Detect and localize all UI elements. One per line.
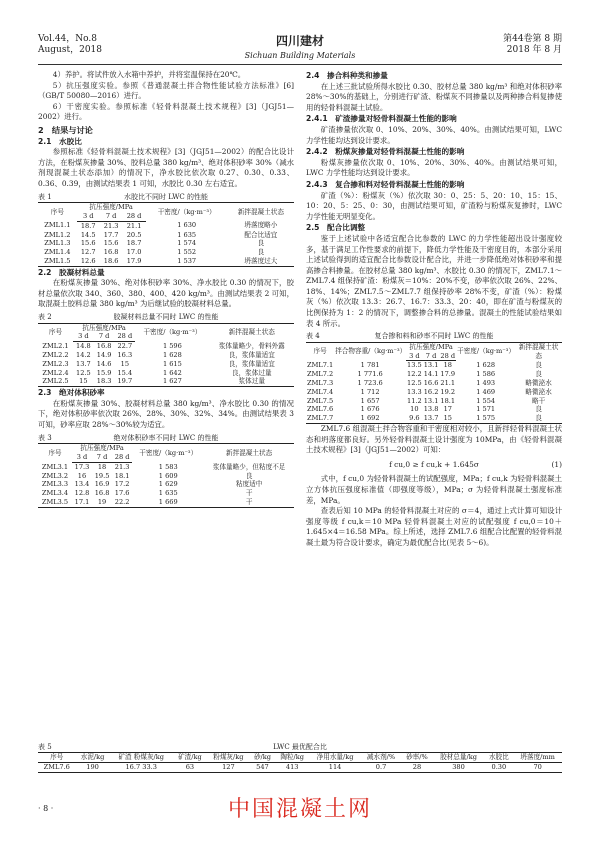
table-row — [38, 257, 294, 266]
table-cell: 0.7 — [361, 762, 401, 772]
paragraph: ZML7.6 组混凝土拌合物容重和干密度相对较小，且新拌轻骨料混凝土状态和坍落度都良好。另外轻骨料混凝土设计强度为 10MPa，由《轻骨料混凝土技术规程》[3]（JGJ51—2002）可知： — [306, 424, 562, 455]
table-cell: 坍落度过大 — [228, 257, 294, 266]
table-cell: 63 — [173, 762, 207, 772]
table-header-cell: 粉煤灰/kg — [207, 753, 250, 763]
table-cell: 15.4 — [117, 368, 133, 377]
date-cn-label: 2018 年 8 月 — [506, 45, 562, 55]
table-cell: 良 — [257, 248, 265, 257]
table-cell: 17.6 — [114, 489, 130, 498]
table-cell: 18.1 — [114, 471, 130, 480]
paragraph: 式中，f cu,0 为轻骨料混凝土的试配强度，MPa；f cu,k 为轻骨料混凝土立方体抗压强度标准值（即强度等级），MPa；σ 为轻骨料混凝土强度标准差，MPa。 — [306, 474, 562, 505]
table-5-block — [38, 740, 562, 773]
table-cell: 114 — [309, 762, 361, 772]
paragraph: 6）干密度实验。参照标准《轻骨料混凝土技术规程》[3]（JGJ51—2002）进行。 — [38, 101, 294, 122]
table-caption: 表 3 绝对体积砂率不同时 LWC 的性能 — [38, 433, 219, 442]
table-cell: ZML3.3 — [41, 480, 69, 489]
table-cell: 1 596 — [162, 342, 182, 351]
table-cell: 15.9 — [96, 368, 112, 377]
table-row — [38, 480, 294, 489]
table-cell: 1 781 — [360, 361, 380, 370]
table-cell: ZML7.6 — [38, 762, 76, 772]
paragraph: 5）抗压强度实验。参照《普通混凝土拌合物性能试验方法标准》[6]（GB/T 50080—2016）进行。 — [38, 80, 294, 101]
table-cell: 10 — [410, 405, 419, 414]
table-cell: ZML2.2 — [42, 351, 69, 360]
table-cell: 1 537 — [146, 257, 228, 266]
table-cell: 15 — [73, 377, 94, 386]
table-cell: 1 771.6 — [357, 370, 383, 379]
table-cell: 略干 — [532, 396, 546, 405]
table-row — [38, 360, 294, 369]
table-cell: 15.6 — [103, 239, 119, 248]
table-cell: 19 — [92, 498, 112, 507]
table-row — [306, 414, 562, 423]
table-cell: ZML1.2 — [44, 230, 71, 239]
table-cell: 良 — [535, 370, 542, 379]
table-cell: 1 583 — [158, 462, 178, 471]
table-caption: 表 2 胶凝材料总量不同时 LWC 的性能 — [38, 313, 219, 322]
table-cell: 14.1 — [423, 370, 439, 379]
table-cell: 1 723.6 — [357, 379, 383, 388]
table-cell: 15.6 — [80, 239, 96, 248]
table-cell: 12.6 — [77, 257, 100, 266]
left-column — [38, 70, 294, 508]
table-cell: 13.7 — [76, 359, 91, 368]
watermark-brand: 中国混凝土网 — [227, 797, 372, 822]
table-cell: ZML2.5 — [38, 377, 73, 386]
table-row — [38, 231, 294, 240]
table-cell: 1 669 — [132, 498, 204, 507]
page-header — [38, 34, 562, 62]
table-header-cell: 砂率/% — [401, 753, 433, 763]
table-cell: 1 615 — [162, 359, 182, 368]
paragraph: 参照标准《轻骨料混凝土技术规程》[3]（JGJ51—2002）的配合比设计方法，在粉煤灰掺量 30%、胶料总量 380 kg/m³、绝对体积砂率 30%（减水剂现混凝土状态添加）的情况下，净水胶比依次取 0.27、0.30、0.33、0.36、0.39，由测试结果表 1 可知，水胶比 0.30 左右适宜。 — [38, 147, 294, 188]
table-header-cell: 水胶比 — [484, 753, 513, 763]
issue-label: 第44卷第 8 期 — [503, 34, 562, 44]
table-cell: 18.7 — [126, 239, 142, 248]
table-cell: 70 — [513, 762, 562, 772]
table-cell: 1 586 — [476, 370, 496, 379]
table-header-cell: 减水剂/% — [361, 753, 401, 763]
table-cell: 15 — [120, 359, 130, 368]
table-cell: 16.2 — [423, 387, 439, 396]
paragraph: 查表后知 10 MPa 的轻骨料混凝土对应的 σ＝4，通过上式计算可知设计强度等级 f cu,k＝10 MPa 轻骨料混凝土对应的试配强度 f cu,0＝10＋1.645×4＝16.58 MPa。综上所述，选择 ZML7.6 组配合比配置的轻骨料混凝土最为符合设计要求，确定为最优配合比(见表 5～6)。 — [306, 506, 562, 547]
table-cell: 1 627 — [135, 377, 209, 386]
table-cell: 14.6 — [96, 359, 112, 368]
table-cell: 380 — [433, 762, 485, 772]
table-row — [38, 489, 294, 498]
table-cell: 坍落度略小 — [244, 221, 278, 230]
table-cell: 13.1 — [423, 396, 439, 405]
table-cell: 1 628 — [162, 351, 182, 360]
table-cell: 21.1 — [126, 221, 142, 230]
table-cell: 14.8 — [76, 342, 91, 351]
table-cell: 18 — [97, 462, 107, 471]
table-row — [38, 377, 294, 386]
paragraph: 在粉煤灰掺量 30%、绝对体积砂率 30%、净水胶比 0.30 的情况下，胶材总量依次取 340、360、380、400、420 kg/m³。由测试结果表 2 可知，取混凝土胶料总量 380 kg/m³ 为后继试验的胶凝材料总量。 — [38, 278, 294, 309]
table-cell: ZML2.1 — [42, 342, 69, 351]
table-cell: 16.8 — [96, 342, 112, 351]
table-cell: 良 — [257, 239, 265, 248]
table-cell: 1 575 — [456, 414, 515, 423]
table-cell: 14.9 — [96, 351, 112, 360]
table-header-cell: 砂/kg — [250, 753, 275, 763]
table-row — [306, 370, 562, 379]
table-cell: 16 — [77, 471, 87, 480]
table-cell: 13.5 — [407, 361, 422, 370]
paragraph: 在粉煤灰掺量 30%、胶凝材料总量 380 kg/m³、净水胶比 0.30 的情况下，绝对体积砂率依次取 26%、28%、30%、32%、34%。由测试结果表 3 可知，砂率应取 28%～30%较为适宜。 — [38, 398, 294, 430]
table-cell: 547 — [250, 762, 275, 772]
journal-title-cn: 四川建材 — [275, 34, 324, 48]
table-cell: 良 — [535, 405, 542, 414]
table-cell: 16.8 — [94, 489, 110, 498]
subsection-heading: 2.4.3 复合掺和料对轻骨料混凝土性能的影响 — [306, 179, 465, 189]
table-cell: 22.7 — [117, 342, 133, 351]
table-header-cell: 陶粒/kg — [275, 753, 309, 763]
table-cell: 21.1 — [440, 379, 456, 388]
table-cell: 13.7 — [423, 414, 439, 423]
table-cell: 1 552 — [177, 248, 197, 257]
table-cell: 略微泌水 — [525, 379, 552, 388]
table-cell: 浆体过量 — [210, 377, 294, 386]
table-cell: 413 — [275, 762, 309, 772]
table-cell: ZML7.2 — [307, 370, 334, 379]
table-cell: ZML7.3 — [307, 379, 334, 388]
table-cell: ZML1.3 — [44, 239, 71, 248]
table-cell: 1 571 — [476, 405, 496, 414]
volume-label: Vol.44，No.8 — [38, 34, 98, 44]
table-cell: 1 628 — [476, 361, 496, 370]
table-cell: ZML2.3 — [42, 359, 69, 368]
subsection-heading: 2.1 水胶比 — [38, 136, 82, 146]
table-cell: ZML7.1 — [307, 361, 334, 370]
table-cell: 18.7 — [80, 221, 96, 230]
table-cell: 良，浆体量适宜 — [228, 359, 275, 368]
table-row — [306, 397, 562, 406]
table-cell: ZML3.5 — [38, 498, 72, 507]
table-cell: 12.8 — [74, 489, 90, 498]
table-cell: 略微泌水 — [525, 387, 552, 396]
table-cell: 13.3 — [407, 387, 422, 396]
table-cell: 19.2 — [440, 387, 456, 396]
table-cell: ZML7.5 — [307, 396, 334, 405]
formula-text: f cu,0 ≥ f cu,k + 1.645σ — [389, 459, 479, 469]
table-row — [306, 405, 562, 414]
table-cell: 17 — [443, 405, 452, 414]
paragraph: 矿渣掺量依次取 0、10%、20%、30%、40%。由测试结果可知，LWC 力学性能均达到设计要求。 — [306, 124, 562, 145]
table-cell: 1 692 — [334, 414, 406, 423]
table-cell: 配合比适宜 — [244, 230, 278, 239]
table-cell: 12.5 — [407, 379, 422, 388]
table-row — [38, 221, 294, 230]
table-cell: 18.3 — [94, 377, 115, 386]
table-cell: 9.6 — [406, 414, 423, 423]
table-cell: 15 — [439, 414, 456, 423]
table-row — [38, 239, 294, 248]
subsection-heading: 2.2 胶凝材料总量 — [38, 267, 105, 277]
table-cell: 17.7 — [103, 230, 119, 239]
header-right — [503, 34, 562, 56]
table-row — [306, 361, 562, 370]
table-cell: ZML3.1 — [41, 462, 69, 471]
table-cell: 14.2 — [76, 351, 91, 360]
table-cell: 20.5 — [126, 230, 142, 239]
table-cell: 12.5 — [76, 368, 91, 377]
journal-title-en: Sichuan Building Materials — [244, 51, 356, 60]
table-5-header — [38, 753, 562, 763]
table-cell: 1 493 — [476, 379, 496, 388]
table-cell: 1 635 — [158, 489, 178, 498]
table-2: 序号 抗压强度/MPa 干密度/（kg·m⁻³） 新拌混凝土状态 3 d 7 d 28 d ZML2.1 14.8 16.8 22.7 1 596 浆体量略少，骨料外露 ZML2.2 14.2 14.9 16.3 1 628 良，浆体量适宜 ZML2.3 13.7 14.6 15 1 615 良，浆体量适宜 ZML2.4 12.5 15.9 15.4 1 642 良，浆体过量 ZML2.5 15 18.3 19.7 1 627 浆体过量 — [38, 323, 294, 388]
table-1: 序号 抗压强度/MPa 干密度/（kg·m⁻³） 新拌混凝土状态 3 d 7 d 28 d ZML1.1 18.7 21.3 21.1 1 630 坍落度略小 ZML1.2 14.5 17.7 20.5 1 635 配合比适宜 ZML1.3 15.6 15.6 18.7 1 574 良 ZML1.4 12.7 16.8 17.0 1 552 良 ZML1.5 12.6 18.6 17.9 1 537 坍落度过大 — [38, 202, 294, 267]
table-cell: 13.1 — [423, 361, 439, 370]
table-cell: 17.9 — [123, 257, 146, 266]
table-header-cell: 矿渣 粉煤灰/kg — [110, 753, 173, 763]
table-cell: 1 657 — [360, 396, 380, 405]
table-cell: 浆体量略少，但粘度不足 — [212, 462, 286, 471]
table-cell: 16.3 — [117, 351, 133, 360]
table-cell: ZML2.4 — [42, 368, 69, 377]
table-cell: 干 — [204, 498, 294, 507]
table-cell: 1 629 — [158, 480, 178, 489]
table-cell: 1 554 — [476, 396, 496, 405]
table-cell: ZML1.4 — [44, 248, 71, 257]
table-cell: ZML7.7 — [307, 414, 334, 423]
table-cell: 28 — [401, 762, 433, 772]
table-cell: 18 — [443, 361, 452, 370]
table-cell: 1 630 — [177, 221, 197, 230]
subsection-heading: 2.5 配合比调整 — [306, 223, 366, 233]
subsection-heading: 2.4.2 粉煤灰掺量对轻骨料混凝土性能的影响 — [306, 147, 465, 157]
table-cell: 16.9 — [94, 480, 110, 489]
table-cell: 17.2 — [114, 480, 130, 489]
table-cell: 11.2 — [407, 396, 422, 405]
table-cell: 22.2 — [112, 498, 132, 507]
table-cell: 1 574 — [177, 239, 197, 248]
table-header-cell: 序号 — [38, 753, 76, 763]
subsection-heading: 2.4 掺合料种类和掺量 — [306, 71, 388, 80]
table-cell: 良，浆体量适宜 — [228, 351, 275, 360]
table-row — [38, 498, 294, 507]
date-label: August，2018 — [38, 45, 102, 55]
paragraph: 在上述三批试验所得水胶比 0.30、胶材总量 380 kg/m³ 和绝对体积砂率 28%～30%的基础上，分别进行矿渣、粉煤灰不同掺量以及两种掺合料复掺使用的轻骨料混凝土试验。 — [306, 81, 562, 112]
section-heading: 2 结果与讨论 — [38, 124, 93, 135]
table-cell: 1 712 — [360, 387, 380, 396]
table-cell: 14.5 — [80, 230, 96, 239]
header-rule — [38, 64, 562, 65]
table-cell: ZML3.4 — [41, 489, 69, 498]
table-row — [38, 462, 294, 471]
table-row — [38, 342, 294, 351]
table-cell: 1 609 — [158, 471, 178, 480]
formula-number: (1) — [551, 459, 562, 469]
paragraph: 粉煤灰掺量依次取 0、10%、20%、30%、40%。由测试结果可知，LWC 力学性能均达到设计要求。 — [306, 157, 562, 178]
table-cell: ZML3.2 — [41, 471, 69, 480]
table-cell: 19.5 — [94, 471, 110, 480]
table-row — [38, 248, 294, 257]
table-5 — [38, 752, 562, 773]
table-row — [306, 388, 562, 397]
table-cell: 17.1 — [72, 498, 92, 507]
table-cell: 干 — [245, 489, 253, 498]
table-cell: 16.8 — [103, 248, 119, 257]
table-cell: 浆体量略少，骨料外露 — [218, 342, 285, 351]
table-cell: 127 — [207, 762, 250, 772]
table-caption: 表 5 LWC 最优配合比 — [38, 743, 327, 751]
table-cell: 190 — [76, 762, 110, 772]
table-header-cell: 胶材总量/kg — [433, 753, 485, 763]
table-header-cell: 坍落度/mm — [513, 753, 562, 763]
table-cell: 1 642 — [162, 368, 182, 377]
table-cell: 18.6 — [100, 257, 123, 266]
table-cell: 17.9 — [440, 370, 456, 379]
table-caption: 表 1 水胶比不同时 LWC 的性能 — [38, 192, 209, 201]
table-cell: 16.6 — [423, 379, 439, 388]
table-cell: 17.3 — [74, 462, 90, 471]
table-cell: 19.7 — [114, 377, 135, 386]
table-cell: 16.7 33.3 — [110, 762, 173, 772]
right-column — [306, 70, 562, 549]
table-row — [38, 351, 294, 360]
table-cell: 0.30 — [484, 762, 513, 772]
page-number: · 8 · — [38, 804, 54, 813]
table-cell: 17.0 — [126, 248, 142, 257]
table-cell: 13.8 — [423, 405, 439, 414]
table-cell: ZML7.4 — [307, 387, 334, 396]
table-header-cell: 净用水量/kg — [309, 753, 361, 763]
table-3: 序号 抗压强度/MPa 干密度/（kg·m⁻³） 新拌混凝土状态 3 d 7 d 28 d ZML3.1 17.3 18 21.3 1 583 浆体量略少，但粘度不足 ZML3.2 16 19.5 18.1 1 609 良 ZML3.3 13.4 16.9 17.2 1 629 粘度适中 ZML3.4 12.8 16.8 17.6 1 635 干 ZML3.5 17.1 19 22.2 1 669 干 — [38, 443, 294, 508]
table-cell: 粘度适中 — [235, 480, 263, 489]
table-4: 序号 拌合物容重/（kg·m⁻³） 抗压强度/MPa 干密度/（kg·m⁻³） 新拌混凝土状态 3 d 7 d 28 d ZML7.1 1 781 13.5 13.1 18 1 628 良 ZML7.2 1 771.6 12.2 14.1 17.9 1 586 良 ZML7.3 1 723.6 12.5 16.6 21.1 1 493 略微泌水 ZML7.4 1 712 13.3 16.2 19.2 1 469 略微泌水 ZML7.5 1 657 11.2 13.1 18.1 1 554 略干 ZML7.6 1 676 10 13.8 17 1 571 良 ZML7.7 1 692 9.6 13.7 15 1 575 良 — [306, 342, 562, 424]
table-cell: 1 635 — [177, 230, 197, 239]
table-cell: 21.3 — [114, 462, 130, 471]
table-row — [306, 379, 562, 388]
table-cell: 良 — [245, 471, 253, 480]
table-cell: 1 469 — [476, 387, 496, 396]
table-row — [38, 762, 562, 772]
table-cell: ZML1.1 — [44, 221, 71, 230]
table-cell: 良，浆体过量 — [232, 368, 272, 377]
table-cell: 13.4 — [74, 480, 90, 489]
table-cell: 12.2 — [407, 370, 422, 379]
paragraph: 矿渣（%）：粉煤灰（%）依次取 30：0、25：5、20：10、15：15、10：20、5：25、0：30，由测试结果可知，矿渣粉与粉煤灰复掺时，LWC 力学性能无明显变化。 — [306, 190, 562, 221]
table-cell: 1 676 — [360, 405, 380, 414]
subsection-heading: 2.4.1 矿渣掺量对轻骨料混凝土性能的影响 — [306, 114, 457, 124]
table-cell: 18.1 — [440, 396, 456, 405]
table-cell: ZML1.5 — [38, 257, 77, 266]
paragraph: 鉴于上述试验中各适宜配合比参数的 LWC 的力学性能超出设计强度较多，基于满足工作性要求的前提下，降低力学性能及干密度目的，本部分采用上述试验得到的适宜配合比参数设计配合比，并进一步降低绝对体积砂率和提高掺合料掺量。在胶材总量 380 kg/m³、水胶比 0.30 的情况下，ZML7.1～ZML7.4 组保持矿渣：粉煤灰＝10%：20%不变，砂率依次取 26%、22%、18%、14%；ZML7.5～ZML7.7 组保持砂率 28%不变，矿渣（%）：粉煤灰（%）依次取 13.3：26.7、16.7：33.3、20：40，即在矿渣与粉煤灰的比例保持为 1：2 的情况下，调整掺合料的总掺量。混凝土的性能试验结果如表 4 所示。 — [306, 233, 562, 328]
table-caption: 表 4 复合掺和料和砂率不同时 LWC 的性能 — [306, 332, 494, 341]
table-header-cell: 矿渣/kg — [173, 753, 207, 763]
table-cell: 12.7 — [80, 248, 96, 257]
table-cell: 良 — [535, 361, 542, 370]
subsection-heading: 2.3 绝对体积砂率 — [38, 388, 105, 398]
table-cell: 21.3 — [103, 221, 119, 230]
table-cell: 良 — [515, 414, 562, 423]
formula — [306, 460, 562, 471]
table-cell: ZML7.6 — [307, 405, 334, 414]
table-header-cell: 水泥/kg — [76, 753, 110, 763]
paragraph: 4）养护。将试件放入水箱中养护，并将室温保持在20℃。 — [52, 70, 246, 79]
